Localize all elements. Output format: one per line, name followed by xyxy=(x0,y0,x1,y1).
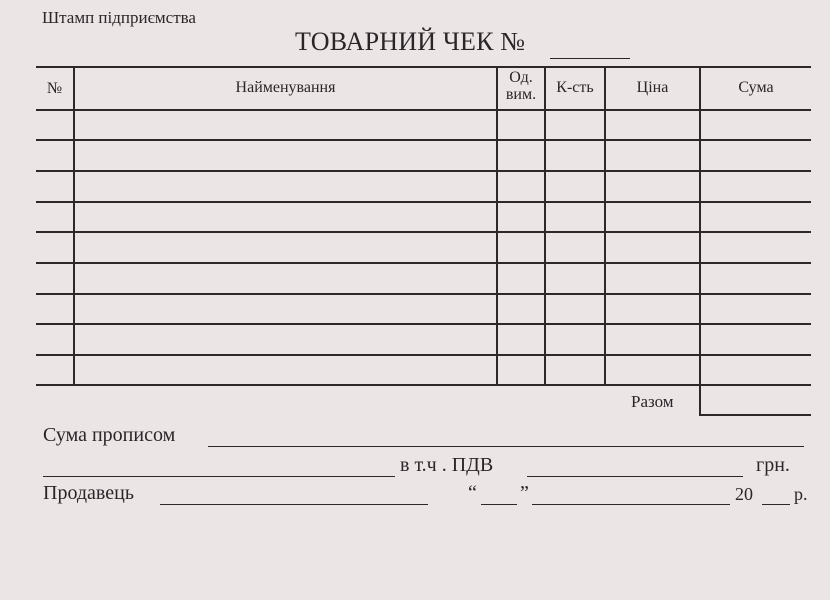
row-divider xyxy=(36,354,811,356)
column-header-unit xyxy=(498,69,544,103)
unit-line1: Од. xyxy=(509,69,533,86)
seller-label: Продавець xyxy=(43,482,134,504)
row-divider xyxy=(36,293,811,295)
unit-line2: вим. xyxy=(505,86,537,103)
total-label: Разом xyxy=(631,392,674,411)
vat-label: в т.ч . ПДВ xyxy=(400,454,494,476)
row-divider xyxy=(36,323,811,325)
table-border-bottom xyxy=(36,384,811,386)
column-header-name: Найменування xyxy=(235,79,336,96)
column-divider xyxy=(73,66,75,386)
total-box-border xyxy=(699,414,811,416)
column-divider xyxy=(544,66,546,386)
total-box-border xyxy=(699,386,701,416)
column-divider xyxy=(496,66,498,386)
year-prefix: 20 xyxy=(735,484,753,504)
row-divider xyxy=(36,201,811,203)
year-suffix: р. xyxy=(794,484,808,504)
column-header-number: № xyxy=(46,80,63,97)
column-divider xyxy=(604,66,606,386)
sum-in-words-continuation-field[interactable] xyxy=(43,476,395,477)
seller-field[interactable] xyxy=(160,504,428,505)
receipt-number-field[interactable] xyxy=(550,58,630,59)
sum-in-words-field[interactable] xyxy=(208,446,804,447)
row-divider xyxy=(36,170,811,172)
header-divider xyxy=(36,109,811,111)
currency-label: грн. xyxy=(756,454,790,476)
vat-amount-field[interactable] xyxy=(527,476,743,477)
document-title: ТОВАРНИЙ ЧЕК № xyxy=(295,27,526,56)
column-header-price: Ціна xyxy=(636,79,669,96)
row-divider xyxy=(36,139,811,141)
items-table xyxy=(36,66,811,386)
day-field[interactable] xyxy=(481,504,517,505)
row-divider xyxy=(36,262,811,264)
sum-in-words-label: Сума прописом xyxy=(43,424,176,446)
quote-close: ” xyxy=(520,482,529,504)
quote-open: “ xyxy=(468,482,477,504)
month-field[interactable] xyxy=(532,504,730,505)
year-field[interactable] xyxy=(762,504,790,505)
column-header-sum: Сума xyxy=(738,79,774,96)
stamp-label: Штамп підприємства xyxy=(42,8,196,27)
column-header-quantity: К-сть xyxy=(556,79,594,96)
row-divider xyxy=(36,231,811,233)
table-border-top xyxy=(36,66,811,68)
column-divider xyxy=(699,66,701,386)
